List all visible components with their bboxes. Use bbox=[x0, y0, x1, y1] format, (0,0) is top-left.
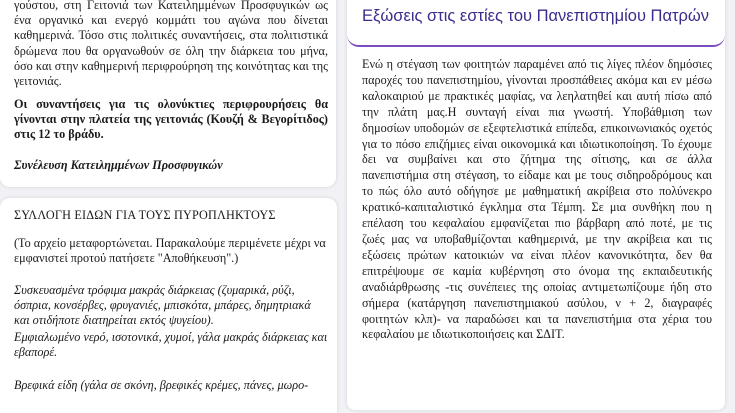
donations-water-item: Εμφιαλωμένο νερό, ισοτονικά, χυμοί, γάλα μακράς διάρκειας και εβαπορέ. bbox=[14, 330, 328, 360]
evictions-article-body: Ενώ η στέγαση των φοιτητών παραμένει από τις λίγες πλέον δημόσιες παροχές του πανεπιστημίου, γίνονται προσπάθειες ακόμα και εν μέσω καλοκαιριού με πρακτικές μαφίας, να λεηλατηθεί και αυτή πίσω από την πλάτη μας.Η συνταγή είναι πια γνωστή. Υποβάθμιση των δημοσίων υποδομών σε εξεφτελιστικά επίπεδα, επικοινωνιακός οχετός για το πόσο επιζήμιες είναι οικονομικά και ιδιωτικοποίηση. Το έχουμε δει να συμβαίνει και στο ζήτημα της σίτισης, και σε άλλα πανεπιστήμια στη στέγαση, το είδαμε και με τους σιδηροδρόμους και το πώς όλο αυτό οδήγησε με μαθηματική ακρίβεια στο πολύνεκρο κρατικό-καπιταλιστικό έγκλημα στα Τέμπη. Σε μια συνθήκη που η επέλαση του κεφαλαίου εμφανίζεται πιο βάρβαρη από ποτέ, με τις ζωές μας να υποβαθμίζονται καθημερινά, με την ακρίβεια και τις εξώσεις πρώτων κατοικιών να είναι πλέον κανονικότητα, δεν θα επιτρέψουμε σε καμία κυβέρνηση στο όνομα της εκπαιδευτικής αναδιάρθρωσης -τις συνέπειες της οποίας αντιμετωπίζουμε ήδη στο σήμερα (κατάργηση πανεπιστημιακού ασύλου, ν + 2, διαγραφές φοιτητών κλπ)- να παραδώσει και τα πανεπιστήμια στα χέρια του κεφαλαίου με ιδιωτικοποιήσεις και ΣΔΙΤ. bbox=[362, 57, 712, 342]
left-column bbox=[0, 0, 338, 400]
assembly-announcement-card bbox=[0, 0, 336, 187]
assembly-signature: Συνέλευση Κατειλημμένων Προσφυγικών bbox=[14, 158, 223, 172]
donations-card bbox=[0, 198, 337, 413]
assembly-meeting-info: Οι συναντήσεις για τις ολονύκτιες περιφρουρήσεις θα γίνονται στην πλατεία της γειτονιάς (Κουζή & Βεγορίτιδος) στις 12 το βράδυ. bbox=[14, 97, 328, 142]
page-margin bbox=[728, 0, 735, 400]
donations-title: ΣΥΛΛΟΓΗ ΕΙΔΩΝ ΓΙΑ ΤΟΥΣ ΠΥΡΟΠΛΗΚΤΟΥΣ bbox=[14, 208, 276, 222]
donations-note: (Το αρχείο μεταφορτώνεται. Παρακαλούμε περιμένετε μέχρι να εμφανιστεί προτού πατήσετε "Αποθήκευση".) bbox=[14, 236, 326, 266]
donations-baby-item: Βρεφικά είδη (γάλα σε σκόνη, βρεφικές κρέμες, πάνες, μωρο- bbox=[14, 378, 309, 392]
assembly-paragraph: γούστου, στη Γειτονιά των Κατειλημμένων Προσφυγικών ως ένα οργανικό και ενεργό κομμάτι του αγώνα που δίνεται καθημερινά. Τόσο στις πολιτικές συναντήσεις, στα πολιτιστικά δρώμενα που θα οργανωθούν σε όλη την διάρκεια του μήνα, όσο και στην καθημερινή περιφρούρηση της κοινότητας και της γειτονιάς. bbox=[14, 0, 328, 89]
donations-food-item: Συσκευασμένα τρόφιμα μακράς διάρκειας (ζυμαρικά, ρύζι, όσπρια, κονσέρβες, φρυγανιές, μπισκότα, μπάρες, δημητριακά και οτιδήποτε διατηρείται εκτός ψυγείου). bbox=[14, 283, 311, 328]
evictions-heading: Εξώσεις στις εστίες του Πανεπιστημίου Πατρών bbox=[362, 7, 710, 25]
